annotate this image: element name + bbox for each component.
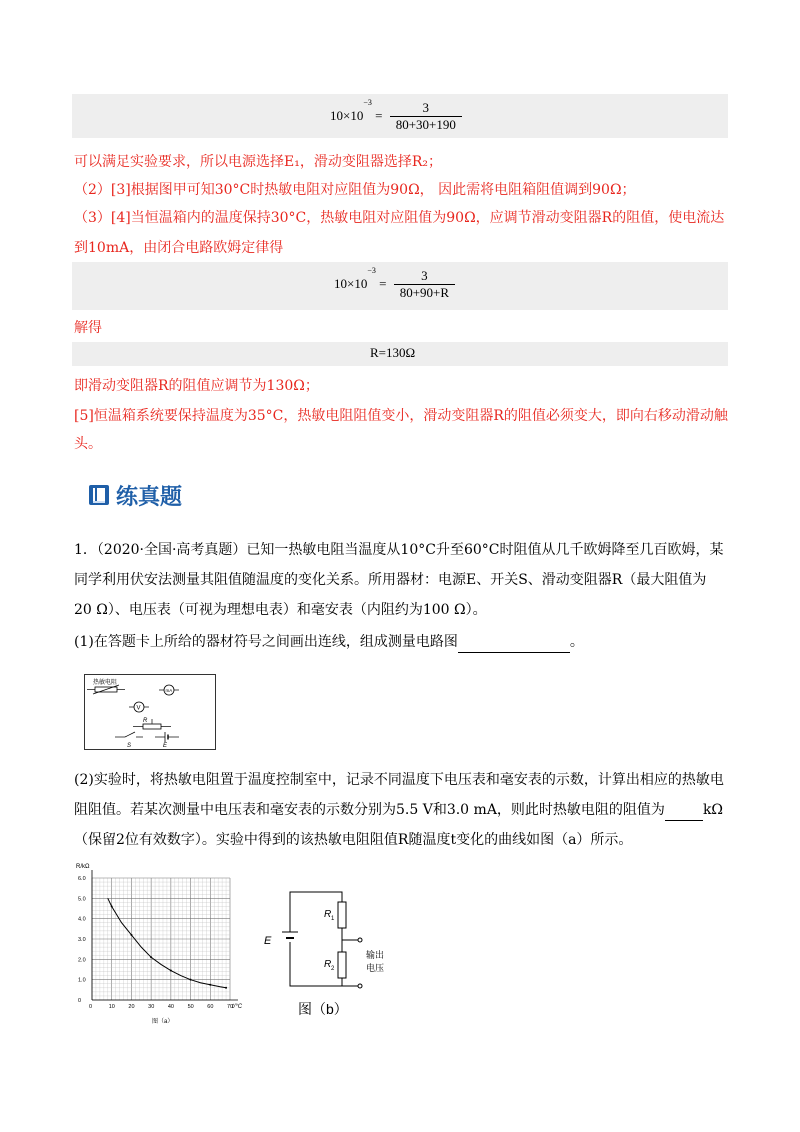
- y-tick-label: 4.0: [78, 916, 86, 923]
- component-symbols-box: [84, 674, 216, 750]
- x-tick-label: 10: [108, 1004, 115, 1010]
- section-heading: 练真题: [116, 485, 183, 510]
- answer-para-5: 即滑动变阻器R的阻值应调节为130Ω；: [74, 378, 319, 394]
- book-icon: [88, 484, 110, 506]
- milliammeter-label: mA: [165, 688, 173, 693]
- question-line-2: 同学利用伏安法测量其阻值随温度的变化关系。所用器材：电源E、开关S、滑动变阻器R（最大阻值为: [74, 572, 707, 588]
- question-part-2-line-2: [74, 800, 723, 821]
- x-tick-label: 0: [89, 1004, 93, 1010]
- chart-a-xlabel: t/°C: [232, 1004, 243, 1010]
- formula-2-left: 10×10: [334, 276, 368, 292]
- thermistor-slash: [93, 685, 119, 694]
- curve-point: [130, 934, 132, 936]
- question-line-3: 20 Ω）、电压表（可视为理想电表）和毫安表（内阻约为100 Ω）。: [74, 602, 487, 618]
- y-tick-label: 5.0: [78, 896, 86, 903]
- output-terminal-bottom: [358, 984, 362, 988]
- chart-a: [70, 860, 256, 1028]
- formula-1-exp: −3: [363, 98, 372, 107]
- y-tick-label: 1.0: [78, 977, 86, 984]
- y-tick-label: 3.0: [78, 937, 86, 943]
- x-tick-label: 70: [227, 1004, 234, 1010]
- answer-para-4: 解得: [74, 320, 102, 336]
- formula-box-3: [72, 342, 728, 366]
- question-part-1: [74, 632, 584, 653]
- formula-box-1: [72, 94, 728, 138]
- x-tick-label: 50: [187, 1004, 194, 1010]
- formula-2-exp: −3: [367, 266, 376, 275]
- chart-a-caption: 图（a）: [152, 1019, 174, 1025]
- rheostat-symbol: [143, 724, 161, 729]
- x-tick-label: 60: [207, 1004, 214, 1010]
- question-part-2-line-1: (2)实验时，将热敏电阻置于温度控制室中，记录不同温度下电压表和毫安表的示数，计算出相应的热敏电: [74, 772, 724, 788]
- voltmeter-label: V: [136, 705, 141, 712]
- circuit-b-r1-sub: 1: [331, 916, 335, 922]
- y-tick-label: 2.0: [78, 957, 86, 964]
- question-part-2-text: 阻阻值。若某次测量中电压表和毫安表的示数分别为5.5 V和3.0 mA，则此时热敏电阻的阻值为: [74, 802, 665, 818]
- formula-2-num: 3: [421, 267, 428, 283]
- curve-point: [209, 984, 211, 986]
- circuit-b-output-label-1: 输出: [366, 950, 385, 960]
- answer-blank-1[interactable]: [458, 632, 570, 653]
- circuit-b-e-label: E: [264, 935, 272, 947]
- chart-a-grid: [92, 878, 230, 1000]
- thermistor-label: 热敏电阻: [93, 680, 118, 686]
- output-terminal-top: [358, 938, 362, 942]
- formula-1: [330, 98, 462, 133]
- y-tick-label: 0: [78, 998, 82, 1004]
- chart-a-ylabel: R/kΩ: [76, 864, 90, 870]
- formula-2-eq: =: [379, 276, 387, 292]
- curve-point: [111, 905, 113, 907]
- question-line-1: 1．（2020·全国·高考真题）已知一热敏电阻当温度从10°C升至60°C时阻值从几千欧姆降至几百欧姆，某: [74, 542, 724, 558]
- question-part-1-end: 。: [569, 634, 584, 650]
- curve-point: [170, 970, 172, 972]
- formula-1-left: 10×10: [330, 108, 364, 124]
- formula-1-num: 3: [422, 99, 430, 115]
- circuit-b-output-label-2: 电压: [366, 963, 385, 973]
- rheostat-label: R: [143, 718, 148, 724]
- circuit-b-r2-sub: 2: [331, 966, 335, 972]
- answer-blank-2[interactable]: [665, 800, 703, 821]
- chart-a-curve: [108, 898, 227, 988]
- curve-point: [150, 956, 152, 958]
- circuit-b-r1-label: R: [324, 909, 332, 920]
- battery-label: E: [163, 743, 168, 749]
- x-tick-label: 30: [148, 1004, 155, 1010]
- curve-point: [225, 987, 227, 989]
- curve-point: [190, 979, 192, 981]
- question-part-1-text: (1)在答题卡上所给的器材符号之间画出连线，组成测量电路图: [74, 634, 458, 650]
- formula-2-den: 80+90+R: [394, 284, 455, 301]
- y-tick-label: 6.0: [78, 876, 86, 882]
- formula-1-den: 80+30+190: [390, 116, 462, 133]
- circuit-b: [258, 882, 388, 1028]
- answer-para-2: （2）[3]根据图甲可知30°C时热敏电阻对应阻值为90Ω， 因此需将电阻箱阻值调到90Ω；: [74, 182, 636, 198]
- question-part-2-unit: kΩ: [702, 802, 724, 818]
- formula-3: R=130Ω: [370, 345, 416, 360]
- x-tick-label: 40: [167, 1004, 174, 1010]
- answer-para-6b: 头。: [74, 436, 102, 452]
- question-part-2-line-3: （保留2位有效数字）。实验中得到的该热敏电阻阻值R随温度t变化的曲线如图（a）所示。: [74, 832, 633, 848]
- component-symbols: [85, 675, 215, 749]
- answer-para-6a: [5]恒温箱系统要保持温度为35°C，热敏电阻阻值变小，滑动变阻器R的阻值必须变大，即向右移动滑动触: [74, 408, 728, 424]
- formula-box-2: [72, 262, 728, 310]
- answer-para-3b: 到10mA，由闭合电路欧姆定律得: [74, 240, 284, 256]
- answer-para-1: 可以满足实验要求，所以电源选择E₁，滑动变阻器选择R₂；: [74, 154, 442, 170]
- chart-a-ticks: [78, 870, 238, 1010]
- answer-para-3a: （3）[4]当恒温箱内的温度保持30°C，热敏电阻对应阻值为90Ω，应调节滑动变阻器R的阻值，使电流达: [74, 210, 725, 226]
- circuit-b-caption: 图（b）: [298, 1001, 348, 1017]
- formula-1-eq: =: [375, 108, 383, 124]
- formula-2: [334, 266, 455, 301]
- resistor-r2: [338, 952, 346, 978]
- circuit-b-r2-label: R: [324, 959, 332, 970]
- switch-label: S: [127, 743, 132, 749]
- resistor-r1: [338, 902, 346, 928]
- x-tick-label: 20: [128, 1004, 135, 1010]
